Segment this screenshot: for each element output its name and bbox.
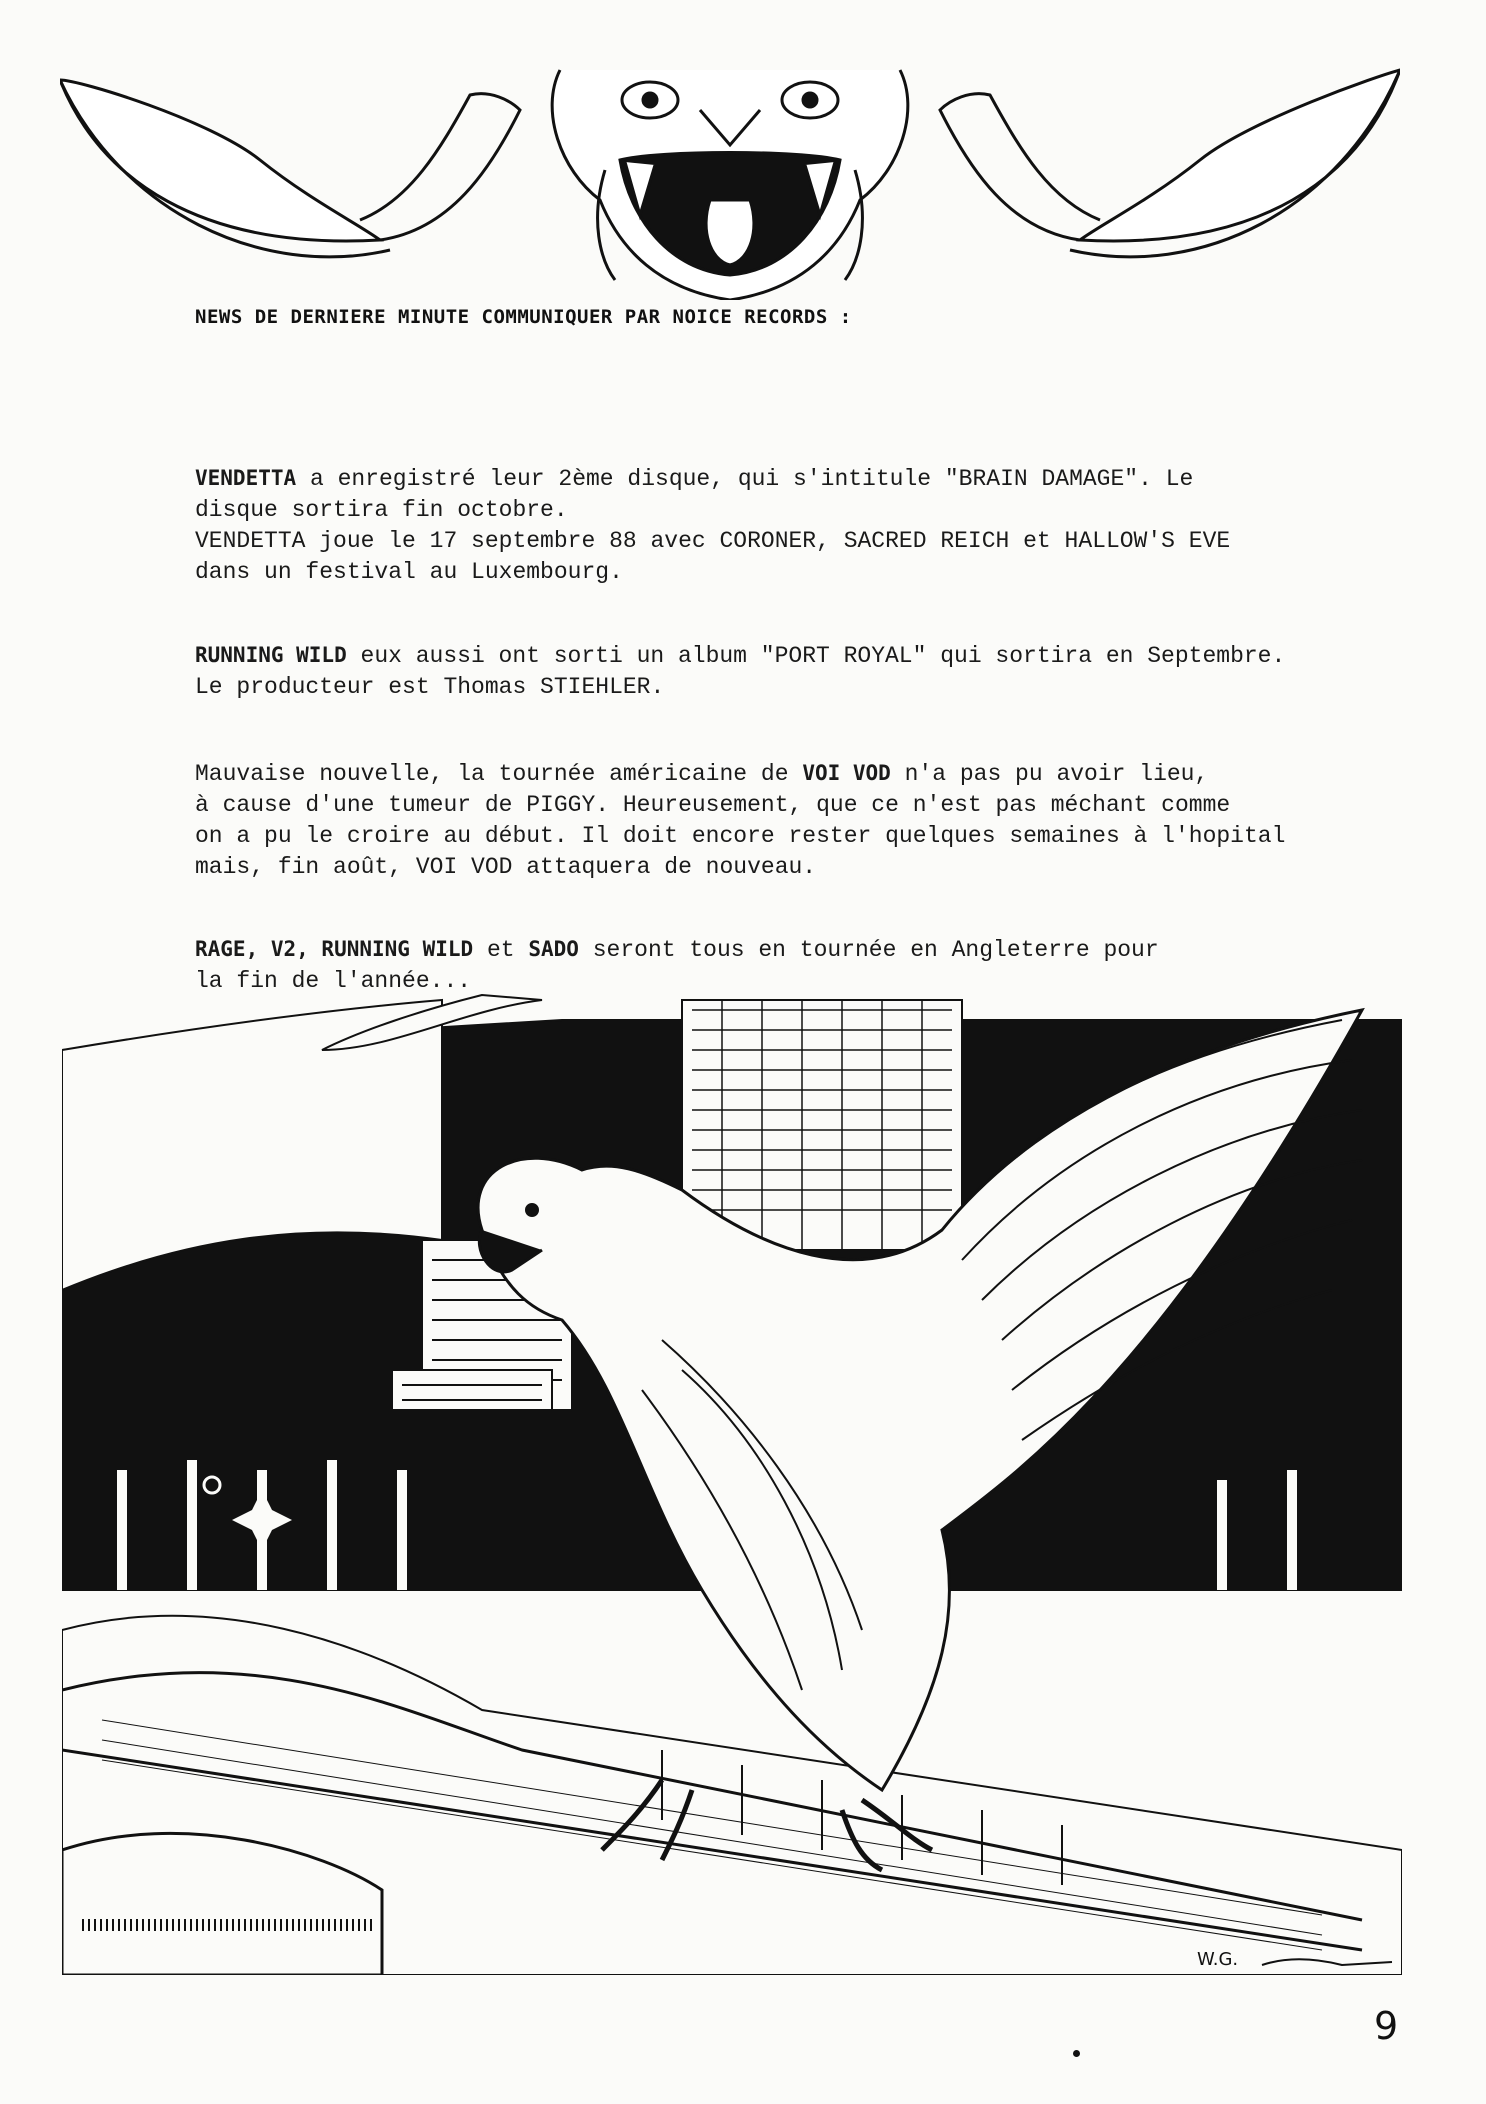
article-line [195, 790, 1345, 821]
article-line [195, 640, 1345, 672]
article-text: et [473, 937, 529, 963]
article-text: la fin de l'année... [195, 968, 472, 994]
article-text: à cause d'une tumeur de PIGGY. Heureusement, que ce n'est pas méchant comme [195, 792, 1231, 818]
demon-skull-illustration [60, 50, 1400, 300]
article-line [195, 852, 1345, 883]
eagle-guitar-illustration [62, 990, 1402, 1975]
article-text: on a pu le croire au début. Il doit encore rester quelques semaines à l'hopital [195, 823, 1286, 849]
band-name: VOI VOD [802, 761, 891, 785]
article-vendetta [195, 463, 1345, 588]
article-text: n'a pas pu avoir lieu, [890, 761, 1209, 787]
article-text: mais, fin août, VOI VOD attaquera de nouveau. [195, 854, 817, 880]
article-text: VENDETTA joue le 17 septembre 88 avec CORONER, SACRED REICH et HALLOW'S EVE [195, 528, 1231, 554]
band-name: RUNNING WILD [195, 643, 347, 667]
article-line [195, 934, 1345, 966]
article-text: disque sortira fin octobre. [195, 497, 568, 523]
band-name: RAGE, V2, RUNNING WILD [195, 937, 474, 961]
band-name: SADO [528, 937, 579, 961]
article-voivod [195, 758, 1345, 883]
article-line [195, 526, 1345, 557]
band-name: VENDETTA [195, 466, 297, 490]
article-line [195, 821, 1345, 852]
article-line [195, 758, 1345, 790]
article-text: eux aussi ont sorti un album "PORT ROYAL" qui sortira en Septembre. [346, 643, 1286, 669]
article-running-wild [195, 640, 1345, 703]
ink-dot [1073, 2050, 1080, 2057]
page-number: 9 [1374, 2004, 1399, 2048]
article-line [195, 495, 1345, 526]
article-text: Mauvaise nouvelle, la tournée américaine de [195, 761, 803, 787]
article-text: Le producteur est Thomas STIEHLER. [195, 674, 665, 700]
article-text: dans un festival au Luxembourg. [195, 559, 623, 585]
article-text: seront tous en tournée en Angleterre pour [578, 937, 1159, 963]
page-title: NEWS DE DERNIERE MINUTE COMMUNIQUER PAR NOICE RECORDS : [195, 306, 852, 328]
article-line [195, 463, 1345, 495]
article-text: a enregistré leur 2ème disque, qui s'intitule "BRAIN DAMAGE". Le [296, 466, 1194, 492]
article-tour [195, 934, 1345, 997]
article-line [195, 672, 1345, 703]
article-line [195, 557, 1345, 588]
artist-signature: W.G. [1197, 1949, 1239, 1970]
